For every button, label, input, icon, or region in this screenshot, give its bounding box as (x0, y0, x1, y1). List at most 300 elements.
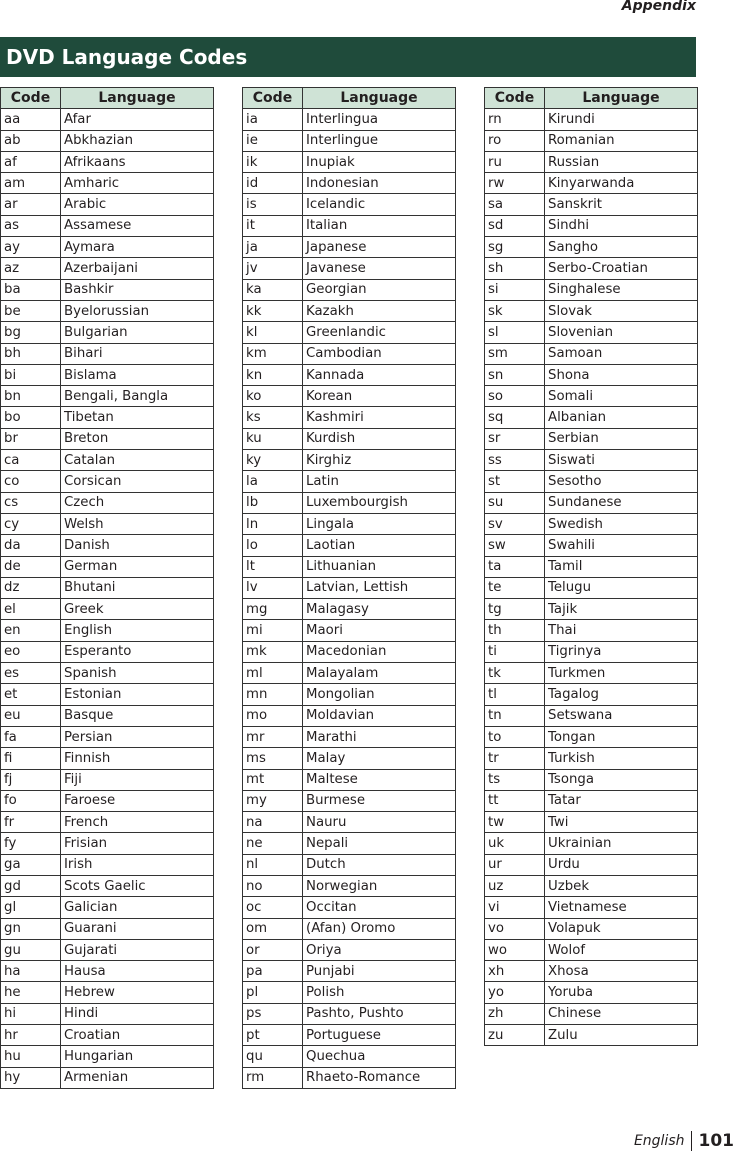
language-code-cell: bi (1, 364, 61, 385)
language-code-cell: kl (243, 322, 303, 343)
language-name-cell: Hungarian (61, 1046, 214, 1067)
language-name-cell: Finnish (61, 748, 214, 769)
language-code-cell: aa (1, 109, 61, 130)
language-name-cell: Icelandic (303, 194, 456, 215)
language-code-cell: is (243, 194, 303, 215)
language-code-cell: rw (485, 173, 545, 194)
table-row (485, 897, 698, 918)
table-header-row (243, 88, 456, 109)
language-name-cell: Latvian, Lettish (303, 577, 456, 598)
table-row (485, 1025, 698, 1046)
language-code-cell: br (1, 428, 61, 449)
table-row (1, 577, 214, 598)
table-row (485, 194, 698, 215)
code-column-header: Code (485, 88, 545, 109)
table-row (1, 386, 214, 407)
language-code-cell: to (485, 726, 545, 747)
table-row (243, 194, 456, 215)
language-code-cell: ln (243, 513, 303, 534)
language-code-cell: ps (243, 1003, 303, 1024)
language-name-cell: Tsonga (545, 769, 698, 790)
table-row (243, 705, 456, 726)
language-name-cell: Luxembourgish (303, 492, 456, 513)
language-code-cell: ne (243, 833, 303, 854)
table-row (1, 854, 214, 875)
language-code-cell: rn (485, 109, 545, 130)
language-code-cell: co (1, 471, 61, 492)
language-code-cell: fo (1, 790, 61, 811)
table-row (485, 386, 698, 407)
language-name-cell: Frisian (61, 833, 214, 854)
language-code-cell: ru (485, 151, 545, 172)
language-name-cell: Ukrainian (545, 833, 698, 854)
language-code-cell: sv (485, 513, 545, 534)
code-column-header: Code (1, 88, 61, 109)
language-name-cell: Yoruba (545, 982, 698, 1003)
language-code-cell: bo (1, 407, 61, 428)
language-code-table-1 (0, 87, 214, 1089)
language-code-cell: da (1, 535, 61, 556)
language-code-cell: tk (485, 663, 545, 684)
table-row (485, 641, 698, 662)
language-code-cell: rm (243, 1067, 303, 1088)
language-code-cell: en (1, 620, 61, 641)
language-name-cell: Tatar (545, 790, 698, 811)
table-row (243, 812, 456, 833)
table-row (485, 322, 698, 343)
language-name-cell: Spanish (61, 663, 214, 684)
language-code-cell: ss (485, 450, 545, 471)
language-code-cell: zh (485, 1003, 545, 1024)
language-code-cell: lo (243, 535, 303, 556)
language-name-cell: Punjabi (303, 961, 456, 982)
language-name-cell: Javanese (303, 258, 456, 279)
language-name-cell: Tagalog (545, 684, 698, 705)
table-row (485, 833, 698, 854)
table-row (243, 322, 456, 343)
language-name-cell: Sanskrit (545, 194, 698, 215)
table-row (243, 620, 456, 641)
language-column-header: Language (303, 88, 456, 109)
language-name-cell: Sangho (545, 237, 698, 258)
language-name-cell: Shona (545, 364, 698, 385)
language-code-cell: ha (1, 961, 61, 982)
table-row (243, 1025, 456, 1046)
language-name-cell: Romanian (545, 130, 698, 151)
table-row (485, 492, 698, 513)
language-name-cell: Sindhi (545, 215, 698, 236)
table-row (1, 1025, 214, 1046)
table-row (485, 939, 698, 960)
language-name-cell: Persian (61, 726, 214, 747)
language-code-cell: na (243, 812, 303, 833)
language-name-cell: Czech (61, 492, 214, 513)
language-code-cell: te (485, 577, 545, 598)
table-row (1, 237, 214, 258)
language-name-cell: German (61, 556, 214, 577)
language-code-cell: sq (485, 407, 545, 428)
table-row (243, 1067, 456, 1088)
language-code-cell: el (1, 599, 61, 620)
table-row (1, 279, 214, 300)
table-row (1, 492, 214, 513)
language-code-cell: sn (485, 364, 545, 385)
language-code-cell: xh (485, 961, 545, 982)
table-row (243, 982, 456, 1003)
table-row (1, 130, 214, 151)
table-row (485, 620, 698, 641)
language-name-cell: Turkish (545, 748, 698, 769)
language-code-cell: ur (485, 854, 545, 875)
table-row (1, 1046, 214, 1067)
table-row (243, 428, 456, 449)
language-name-cell: Moldavian (303, 705, 456, 726)
language-code-cell: ga (1, 854, 61, 875)
language-code-cell: hu (1, 1046, 61, 1067)
language-name-cell: Telugu (545, 577, 698, 598)
language-code-cell: th (485, 620, 545, 641)
table-row (1, 300, 214, 321)
language-code-cell: hi (1, 1003, 61, 1024)
table-row (1, 109, 214, 130)
language-code-cell: ko (243, 386, 303, 407)
language-code-cell: mo (243, 705, 303, 726)
language-code-cell: id (243, 173, 303, 194)
table-row (243, 109, 456, 130)
language-name-cell: Nepali (303, 833, 456, 854)
language-name-cell: Nauru (303, 812, 456, 833)
language-code-cell: mr (243, 726, 303, 747)
language-name-cell: Croatian (61, 1025, 214, 1046)
language-code-cell: su (485, 492, 545, 513)
language-code-cell: es (1, 663, 61, 684)
language-name-cell: Fiji (61, 769, 214, 790)
language-name-cell: Basque (61, 705, 214, 726)
language-code-cell: ar (1, 194, 61, 215)
language-name-cell: Polish (303, 982, 456, 1003)
table-row (485, 151, 698, 172)
table-row (243, 684, 456, 705)
language-name-cell: Urdu (545, 854, 698, 875)
table-row (1, 407, 214, 428)
table-row (243, 343, 456, 364)
language-name-cell: Japanese (303, 237, 456, 258)
language-name-cell: Azerbaijani (61, 258, 214, 279)
language-name-cell: Singhalese (545, 279, 698, 300)
language-name-cell: Samoan (545, 343, 698, 364)
language-code-cell: pa (243, 961, 303, 982)
table-row (243, 918, 456, 939)
language-name-cell: Sesotho (545, 471, 698, 492)
language-code-cell: dz (1, 577, 61, 598)
language-code-cell: si (485, 279, 545, 300)
table-row (243, 471, 456, 492)
language-name-cell: Hebrew (61, 982, 214, 1003)
page-footer (634, 1129, 734, 1153)
table-row (1, 897, 214, 918)
table-row (1, 982, 214, 1003)
language-name-cell: Cambodian (303, 343, 456, 364)
table-row (1, 471, 214, 492)
language-code-cell: vo (485, 918, 545, 939)
code-column-header: Code (243, 88, 303, 109)
language-code-cell: ta (485, 556, 545, 577)
table-row (485, 471, 698, 492)
table-row (243, 790, 456, 811)
language-name-cell: Somali (545, 386, 698, 407)
language-name-cell: Slovenian (545, 322, 698, 343)
table-row (243, 599, 456, 620)
language-code-cell: bn (1, 386, 61, 407)
language-name-cell: Assamese (61, 215, 214, 236)
table-row (243, 726, 456, 747)
table-row (1, 1067, 214, 1088)
table-row (485, 961, 698, 982)
language-name-cell: French (61, 812, 214, 833)
language-name-cell: Tongan (545, 726, 698, 747)
table-row (485, 535, 698, 556)
language-name-cell: Twi (545, 812, 698, 833)
language-name-cell: Kirghiz (303, 450, 456, 471)
language-code-cell: hr (1, 1025, 61, 1046)
table-row (243, 577, 456, 598)
language-code-cell: yo (485, 982, 545, 1003)
language-code-cell: fy (1, 833, 61, 854)
table-row (243, 961, 456, 982)
language-code-cell: cy (1, 513, 61, 534)
language-code-cell: oc (243, 897, 303, 918)
table-row (485, 599, 698, 620)
table-row (485, 258, 698, 279)
language-code-cell: kn (243, 364, 303, 385)
language-name-cell: Tajik (545, 599, 698, 620)
table-header-row (1, 88, 214, 109)
language-code-cell: mg (243, 599, 303, 620)
language-name-cell: Macedonian (303, 641, 456, 662)
language-name-cell: Catalan (61, 450, 214, 471)
language-code-cell: vi (485, 897, 545, 918)
language-name-cell: Oriya (303, 939, 456, 960)
language-name-cell: Estonian (61, 684, 214, 705)
language-name-cell: Kurdish (303, 428, 456, 449)
language-name-cell: English (61, 620, 214, 641)
language-code-cell: km (243, 343, 303, 364)
language-code-cell: tr (485, 748, 545, 769)
language-name-cell: Hindi (61, 1003, 214, 1024)
table-row (243, 279, 456, 300)
language-code-cell: uk (485, 833, 545, 854)
language-code-cell: lv (243, 577, 303, 598)
table-row (485, 705, 698, 726)
language-name-cell: Maori (303, 620, 456, 641)
language-name-cell: Malagasy (303, 599, 456, 620)
table-row (485, 364, 698, 385)
language-name-cell: Interlingua (303, 109, 456, 130)
language-name-cell: Lithuanian (303, 556, 456, 577)
language-name-cell: Marathi (303, 726, 456, 747)
language-name-cell: Amharic (61, 173, 214, 194)
language-code-cell: sl (485, 322, 545, 343)
language-name-cell: Quechua (303, 1046, 456, 1067)
table-row (1, 918, 214, 939)
table-row (243, 556, 456, 577)
language-name-cell: Guarani (61, 918, 214, 939)
language-name-cell: Inupiak (303, 151, 456, 172)
language-code-cell: fa (1, 726, 61, 747)
language-name-cell: Bislama (61, 364, 214, 385)
table-row (243, 492, 456, 513)
language-name-cell: Tibetan (61, 407, 214, 428)
table-row (1, 875, 214, 896)
language-name-cell: Portuguese (303, 1025, 456, 1046)
language-name-cell: Volapuk (545, 918, 698, 939)
language-code-cell: cs (1, 492, 61, 513)
table-row (485, 215, 698, 236)
language-code-cell: zu (485, 1025, 545, 1046)
table-row (485, 343, 698, 364)
language-name-cell: Chinese (545, 1003, 698, 1024)
language-name-cell: Gujarati (61, 939, 214, 960)
table-row (1, 599, 214, 620)
language-code-cell: ml (243, 663, 303, 684)
language-code-cell: om (243, 918, 303, 939)
language-name-cell: Galician (61, 897, 214, 918)
language-name-cell: Xhosa (545, 961, 698, 982)
page-title: DVD Language Codes (0, 37, 696, 77)
language-code-table-2 (242, 87, 456, 1089)
language-code-cell: ka (243, 279, 303, 300)
language-name-cell: Tamil (545, 556, 698, 577)
table-row (1, 641, 214, 662)
language-name-cell: Norwegian (303, 875, 456, 896)
table-row (243, 151, 456, 172)
language-name-cell: Afar (61, 109, 214, 130)
language-code-cell: gd (1, 875, 61, 896)
language-code-cell: ti (485, 641, 545, 662)
table-row (1, 620, 214, 641)
language-code-cell: be (1, 300, 61, 321)
language-name-cell: Aymara (61, 237, 214, 258)
table-row (485, 982, 698, 1003)
table-row (485, 428, 698, 449)
table-row (243, 258, 456, 279)
language-name-cell: Corsican (61, 471, 214, 492)
section-header: Appendix (621, 0, 696, 14)
language-code-cell: he (1, 982, 61, 1003)
language-name-cell: Welsh (61, 513, 214, 534)
language-code-cell: so (485, 386, 545, 407)
language-code-cell: fr (1, 812, 61, 833)
language-name-cell: Esperanto (61, 641, 214, 662)
language-code-cell: sd (485, 215, 545, 236)
language-name-cell: Turkmen (545, 663, 698, 684)
table-row (1, 663, 214, 684)
table-row (485, 875, 698, 896)
table-row (1, 450, 214, 471)
language-name-cell: Mongolian (303, 684, 456, 705)
language-code-cell: as (1, 215, 61, 236)
language-name-cell: Slovak (545, 300, 698, 321)
language-name-cell: Siswati (545, 450, 698, 471)
language-name-cell: Serbo-Croatian (545, 258, 698, 279)
language-name-cell: Hausa (61, 961, 214, 982)
table-row (243, 300, 456, 321)
table-row (1, 961, 214, 982)
language-column-header: Language (545, 88, 698, 109)
table-row (243, 513, 456, 534)
language-code-cell: sw (485, 535, 545, 556)
table-row (1, 748, 214, 769)
language-code-cell: la (243, 471, 303, 492)
language-code-cell: nl (243, 854, 303, 875)
language-code-cell: ro (485, 130, 545, 151)
language-name-cell: Kazakh (303, 300, 456, 321)
language-code-cell: ks (243, 407, 303, 428)
language-code-cell: mt (243, 769, 303, 790)
table-row (485, 130, 698, 151)
table-row (243, 641, 456, 662)
language-code-cell: wo (485, 939, 545, 960)
language-name-cell: Armenian (61, 1067, 214, 1088)
language-name-cell: Kannada (303, 364, 456, 385)
language-name-cell: Bengali, Bangla (61, 386, 214, 407)
table-row (243, 875, 456, 896)
language-name-cell: Bhutani (61, 577, 214, 598)
table-row (485, 1003, 698, 1024)
language-code-cell: eo (1, 641, 61, 662)
language-code-cell: hy (1, 1067, 61, 1088)
table-row (1, 343, 214, 364)
language-code-cell: ik (243, 151, 303, 172)
language-code-cell: ts (485, 769, 545, 790)
table-row (243, 130, 456, 151)
language-code-cell: af (1, 151, 61, 172)
language-code-cell: lt (243, 556, 303, 577)
language-code-cell: my (243, 790, 303, 811)
table-row (243, 663, 456, 684)
language-name-cell: Zulu (545, 1025, 698, 1046)
language-name-cell: Greek (61, 599, 214, 620)
language-code-cell: eu (1, 705, 61, 726)
language-code-cell: pt (243, 1025, 303, 1046)
language-name-cell: Faroese (61, 790, 214, 811)
language-name-cell: Rhaeto-Romance (303, 1067, 456, 1088)
table-row (243, 939, 456, 960)
table-row (485, 684, 698, 705)
language-code-cell: ky (243, 450, 303, 471)
language-code-cell: tt (485, 790, 545, 811)
language-name-cell: Dutch (303, 854, 456, 875)
language-code-cell: mi (243, 620, 303, 641)
language-code-cell: sr (485, 428, 545, 449)
table-row (485, 726, 698, 747)
language-code-cell: tw (485, 812, 545, 833)
language-name-cell: Kinyarwanda (545, 173, 698, 194)
language-name-cell: Irish (61, 854, 214, 875)
table-row (1, 705, 214, 726)
table-row (485, 577, 698, 598)
table-row (243, 407, 456, 428)
language-name-cell: Arabic (61, 194, 214, 215)
language-name-cell: Greenlandic (303, 322, 456, 343)
table-row (1, 322, 214, 343)
table-row (1, 1003, 214, 1024)
language-code-cell: ie (243, 130, 303, 151)
table-row (485, 812, 698, 833)
language-code-cell: gl (1, 897, 61, 918)
table-row (1, 535, 214, 556)
language-code-cell: sg (485, 237, 545, 258)
